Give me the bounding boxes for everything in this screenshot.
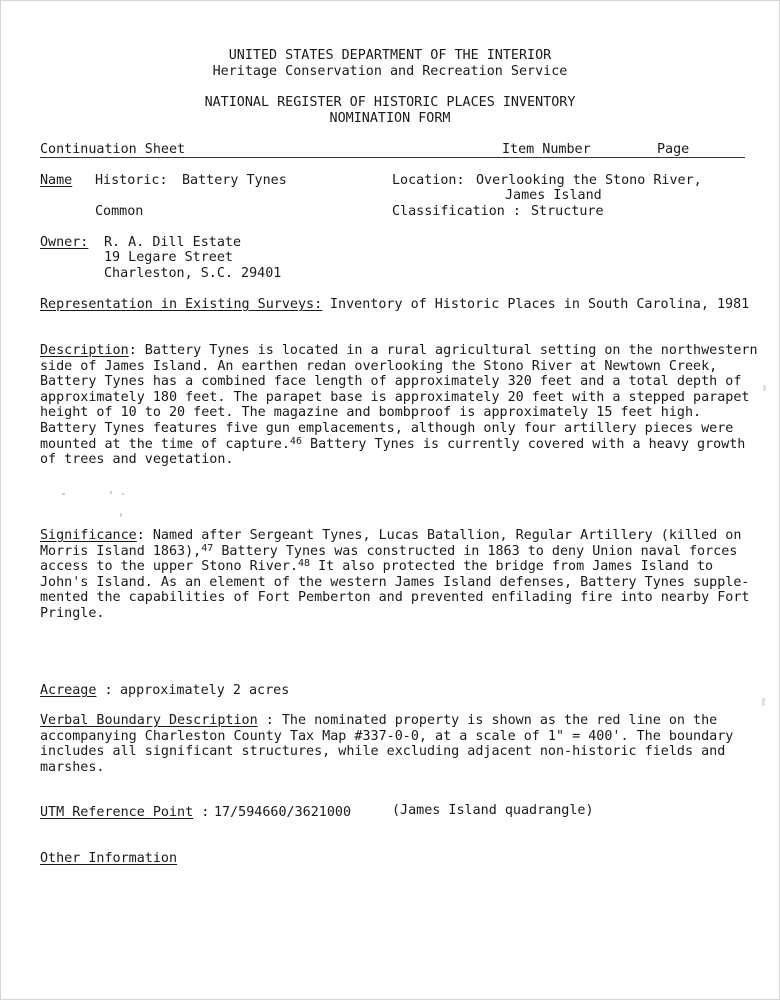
description-line: Battery Tynes is currently covered with a heavy growth — [301, 436, 746, 452]
scan-speck — [763, 385, 766, 391]
significance-paragraph: Significance: Named after Sergeant Tynes, Lucas Batallion, Regular Artillery (killed on Morris Island 1863),$^{47}$ Battery Tynes was constructed in 1863 to deny Union naval forces access to the upper Stono River.$^{48}$ It also protected the bridge from James Island to John's Island. As an element of the western James Island defenses, Battery Tynes supple- mented the capabilities of Fort Pemberton and prevented enfilading fire into nearby Fort Pringle. — [40, 528, 750, 621]
other-information-label: Other Information — [40, 851, 178, 866]
surveys-label: Representation in Existing Surveys: — [40, 297, 323, 312]
service-heading: Heritage Conservation and Recreation Service — [212, 64, 568, 79]
footnote-46: 46 — [289, 435, 302, 447]
description-line: mounted at the time of capture. — [40, 436, 290, 452]
description-line: of trees and vegetation. — [40, 452, 234, 468]
historic-label: Historic: — [95, 173, 168, 188]
description-label: Description — [40, 343, 129, 358]
continuation-rule — [40, 157, 745, 158]
significance-line: Battery Tynes was constructed in 1863 to deny Union naval forces — [213, 543, 738, 559]
owner-line-3: Charleston, S.C. 29401 — [104, 266, 282, 281]
description-paragraph: Description: Battery Tynes is located in a rural agricultural setting on the northwestern side of James Island. An earthen redan overlooking the Stono River at Newtown Creek, Battery Tynes has a combined face length of approximately 320 feet and a total depth of approximately 180 feet. The parapet base is approximately 20 feet with a stepped parapet height of 10 to 20 feet. The magazine and bombproof is approximately 15 feet high. Battery Tynes features five gun emplacements, although only four artillery pieces were mounted at the time of capture.$^{46}$ Battery Tynes is currently covered with a heavy growth of trees and vegetation. — [40, 343, 758, 468]
description-line: approximately 180 feet. The parapet base is approximately 20 feet with a stepped parapet — [40, 389, 750, 405]
footnote-47: 47 — [201, 542, 214, 554]
significance-label: Significance — [40, 528, 137, 543]
location-label: Location: — [392, 173, 465, 188]
boundary-line: marshes. — [40, 759, 105, 775]
significance-line: Named after Sergeant Tynes, Lucas Batallion, Regular Artillery (killed on — [144, 528, 742, 543]
owner-line-2: 19 Legare Street — [104, 250, 233, 265]
utm-quadrangle: (James Island quadrangle) — [392, 803, 594, 818]
page-label: Page — [657, 142, 690, 157]
boundary-label: Verbal Boundary Description — [40, 713, 258, 728]
scan-speck — [762, 698, 765, 706]
description-line: height of 10 to 20 feet. The magazine and bombproof is approximately 15 feet high. — [40, 405, 702, 421]
description-line: Battery Tynes features five gun emplacements, although only four artillery pieces were — [40, 420, 734, 436]
boundary-paragraph: Verbal Boundary Description : The nominated property is shown as the red line on the accompanying Charleston County Tax Map #337-0-0, at a scale of 1" = 400'. The boundary includes all significant structures, while excluding adjacent non-historic fields and marshes. — [40, 713, 750, 775]
acreage-value: approximately 2 acres — [120, 683, 290, 698]
register-heading: NATIONAL REGISTER OF HISTORIC PLACES INVENTORY — [204, 95, 576, 110]
scan-speck — [110, 491, 112, 494]
classification-label: Classification : — [392, 204, 521, 219]
significance-line: mented the capabilities of Fort Pemberton and prevented enfilading fire into nearby Fort — [40, 590, 750, 606]
name-label: Name — [40, 173, 73, 188]
boundary-line: The nominated property is shown as the red line on the — [273, 713, 718, 728]
location-line-2: James Island — [505, 188, 602, 203]
boundary-line: accompanying Charleston County Tax Map #337-0-0, at a scale of 1" = 400'. The boundary — [40, 728, 734, 744]
historic-name: Battery Tynes — [182, 173, 287, 188]
acreage-row: Acreage : — [40, 683, 113, 698]
significance-line: Pringle. — [40, 605, 105, 621]
continuation-sheet-label: Continuation Sheet — [40, 142, 186, 157]
owner-label: Owner: — [40, 235, 89, 250]
description-line: Battery Tynes has a combined face length of approximately 320 feet and a total depth of — [40, 374, 742, 390]
department-heading: UNITED STATES DEPARTMENT OF THE INTERIOR — [228, 48, 552, 63]
description-line: Battery Tynes is located in a rural agricultural setting on the northwestern — [136, 343, 758, 358]
scan-speck — [62, 493, 65, 495]
boundary-line: includes all significant structures, while excluding adjacent non-historic fields and — [40, 744, 726, 760]
location-line-1: Overlooking the Stono River, — [476, 173, 702, 188]
common-label: Common — [95, 204, 144, 219]
utm-value: 17/594660/3621000 — [214, 805, 352, 820]
scan-speck — [120, 513, 122, 517]
form-heading: NOMINATION FORM — [329, 111, 451, 126]
utm-label: UTM Reference Point — [40, 805, 194, 820]
significance-line: John's Island. As an element of the western James Island defenses, Battery Tynes supple- — [40, 574, 750, 590]
utm-row: UTM Reference Point : — [40, 805, 210, 820]
item-number-label: Item Number — [502, 142, 591, 157]
significance-line: It also protected the bridge from James Island to — [310, 559, 714, 575]
scan-speck — [122, 493, 124, 495]
description-line: side of James Island. An earthen redan overlooking the Stono River at Newtown Creek, — [40, 358, 718, 374]
classification-value: Structure — [531, 204, 604, 219]
owner-line-1: R. A. Dill Estate — [104, 235, 242, 250]
significance-line: access to the upper Stono River. — [40, 559, 298, 575]
footnote-48: 48 — [297, 558, 311, 570]
acreage-label: Acreage — [40, 683, 97, 698]
significance-line: Morris Island 1863), — [40, 543, 202, 559]
surveys-value: Inventory of Historic Places in South Carolina, 1981 — [330, 297, 750, 312]
